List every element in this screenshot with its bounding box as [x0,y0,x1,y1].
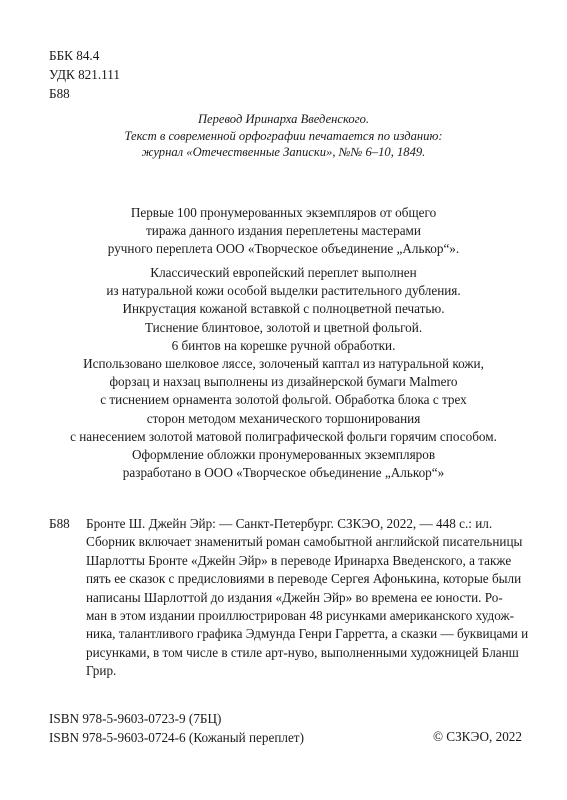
binding-line: сторон методом механического торшонирования [146,410,421,426]
edition-line: ручного переплета ООО «Творческое объединение „Алькор“». [107,241,460,256]
catalog-line: пять ее сказок с предисловиями в переводе Сергея Афонькина, которые были [86,571,522,587]
catalog-code: Б88 [49,516,70,531]
translation-note [0,111,567,161]
catalog-line: Бронте Ш. Джейн Эйр: — Санкт-Петербург. СЗКЭО, 2022, — 448 с.: ил. [86,516,493,531]
binding-line: форзац и нахзац выполнены из дизайнерской бумаги Malmero [109,374,458,390]
isbn-line: ISBN 978-5-9603-0723-9 (7БЦ) [49,711,222,726]
binding-line: 6 бинтов на корешке ручной обработки. [171,337,396,353]
catalog-line: Грир. [86,663,117,679]
bbk-code: ББК 84.4 [49,48,100,63]
udk-code: УДК 821.111 [49,67,120,83]
catalog-description [86,515,529,681]
translation-line: Перевод Иринарха Введенского. [197,112,370,126]
binding-line: из натуральной кожи особой выделки растительного дубления. [106,283,461,299]
binding-line: разработано в ООО «Творческое объединение „Алькор“» [122,465,445,481]
catalog-line: рисунками, в том числе в стиле арт-нуво, выполненными художницей Бланш [86,644,519,660]
classification-codes [49,46,120,104]
author-index: Б88 [49,86,70,102]
edition-note [0,204,567,258]
catalog-line: написаны Шарлоттой до издания «Джейн Эйр» во времена ее юности. Ро- [86,589,503,605]
binding-line: с нанесением золотой матовой полиграфической фольги горячим способом. [70,428,497,444]
binding-line: Инкрустация кожаной вставкой с полноцветной печатью. [122,301,445,317]
copyright-notice: © СЗКЭО, 2022 [432,729,522,744]
translation-line: журнал «Отечественные Записки», №№ 6–10, 1849. [141,145,426,160]
isbn-block [49,710,304,747]
catalog-line: Шарлотты Бронте «Джейн Эйр» в переводе Иринарха Введенского, а также [86,552,512,568]
binding-line: Использовано шелковое ляссе, золоченый каптал из натуральной кожи, [83,356,484,372]
translation-line: Текст в современной орфографии печатается по изданию: [124,128,443,143]
binding-line: Классический европейский переплет выполнен [150,265,417,280]
binding-line: Оформление обложки пронумерованных экземпляров [131,447,436,463]
catalog-line: Сборник включает знаменитый роман самобытной английской писательницы [86,534,523,550]
binding-note [0,264,567,482]
edition-line: тиража данного издания переплетены мастерами [146,223,421,238]
catalog-line: ман в этом издании проиллюстрирован 48 рисунками американского худож- [86,608,515,624]
binding-line: Тиснение блинтовое, золотой и цветной фольгой. [144,319,423,335]
isbn-line: ISBN 978-5-9603-0724-6 (Кожаный переплет) [49,729,304,745]
edition-line: Первые 100 пронумерованных экземпляров от общего [130,205,437,220]
catalog-line: ника, талантливого графика Эдмунда Генри Гарретта, а сказки — буквицами и [86,626,529,642]
binding-line: с тиснением орнамента золотой фольгой. Обработка блока с трех [100,392,467,408]
